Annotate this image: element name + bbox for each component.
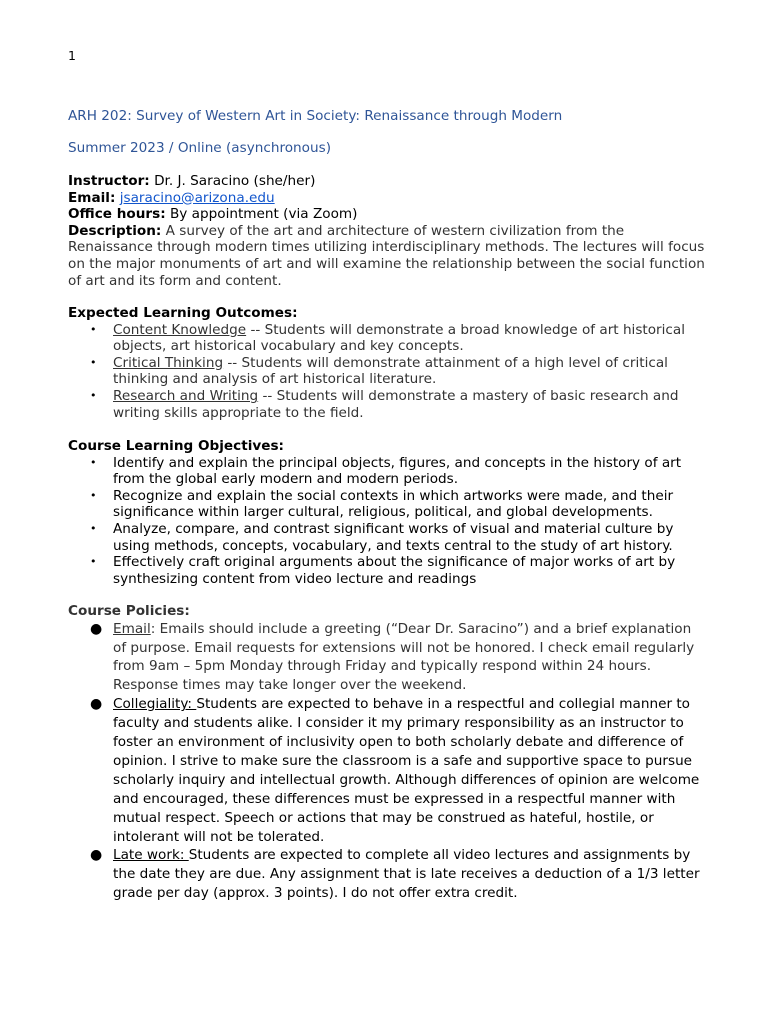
- bullet-icon: ●: [90, 847, 103, 864]
- policy-text: Students are expected to complete all video lectures and assignments by the date they are due. Any assignment that is late receives a deduction of a 1/3 letter grade per day (approx. 3 points). I do not offer extra credit.: [113, 847, 700, 902]
- objective-text: Effectively craft original arguments about the significance of major works of art by synthesizing content from video lecture and readings: [113, 554, 676, 587]
- list-item: [68, 488, 708, 521]
- office-hours-value: By appointment (via Zoom): [165, 206, 358, 223]
- list-item: [68, 455, 708, 488]
- email-label: Email:: [68, 189, 116, 206]
- outcome-text: -- Students will demonstrate a broad knowledge of art historical objects, art historical vocabulary and key concepts.: [113, 321, 686, 355]
- outcomes-section: [68, 305, 708, 421]
- outcome-term: Content Knowledge: [113, 321, 247, 338]
- description-label: Description:: [68, 222, 162, 239]
- outcome-text: -- Students will demonstrate a mastery of basic research and writing skills appropriate to the field.: [113, 387, 679, 421]
- instructor-line: [68, 173, 708, 190]
- list-item: [68, 322, 708, 355]
- course-term: Summer 2023 / Online (asynchronous): [68, 140, 331, 156]
- policy-term: Collegiality:: [113, 696, 197, 713]
- bullet-icon: •: [90, 388, 97, 402]
- bullet-icon: •: [90, 322, 97, 336]
- email-link[interactable]: jsaracino@arizona.edu: [119, 189, 275, 206]
- policy-term: Email: [113, 620, 151, 637]
- description-text: A survey of the art and architecture of western civilization from the Renaissance through modern times utilizing interdisciplinary methods. The lectures will focus on the major monuments of art and will examine the relationship between the social function of art and its form and content.: [68, 222, 705, 289]
- bullet-icon: •: [90, 555, 97, 569]
- objectives-heading: Course Learning Objectives:: [68, 438, 284, 454]
- list-item: [68, 521, 708, 554]
- course-title: ARH 202: Survey of Western Art in Society: Renaissance through Modern: [68, 108, 563, 124]
- list-item: [68, 554, 708, 587]
- page-number: 1: [68, 48, 76, 63]
- office-hours-line: [68, 206, 708, 223]
- bullet-icon: •: [90, 455, 97, 469]
- objective-text: Analyze, compare, and contrast significant works of visual and material culture by using methods, concepts, vocabulary, and texts central to the study of art history.: [113, 520, 674, 554]
- list-item: [68, 620, 708, 696]
- description-paragraph: [68, 223, 708, 289]
- bullet-icon: •: [90, 521, 97, 535]
- list-item: [68, 846, 708, 903]
- outcome-term: Critical Thinking: [113, 354, 224, 371]
- bullet-icon: ●: [90, 696, 103, 713]
- policy-term: Late work:: [113, 847, 189, 864]
- bullet-icon: •: [90, 488, 97, 502]
- objectives-list: [68, 455, 708, 588]
- outcome-text: -- Students will demonstrate attainment of a high level of critical thinking and analysis of art historical literature.: [113, 354, 668, 388]
- outcome-term: Research and Writing: [113, 387, 259, 404]
- list-item: [68, 388, 708, 421]
- outcomes-list: [68, 322, 708, 422]
- instructor-value: Dr. J. Saracino (she/her): [149, 173, 316, 189]
- instructor-label: Instructor:: [68, 173, 150, 189]
- list-item: [68, 695, 708, 846]
- objective-text: Identify and explain the principal objects, figures, and concepts in the history of art from the global early modern and modern periods.: [113, 454, 682, 488]
- policies-heading: Course Policies:: [68, 603, 190, 619]
- policy-text: Students are expected to behave in a respectful and collegial manner to faculty and students alike. I consider it my primary responsibility as an instructor to foster an environment of inclusivity open to both scholarly debate and difference of opinion. I strive to make sure the classroom is a safe and supportive space to pursue scholarly inquiry and intellectual growth. Although differences of opinion are welcome and encouraged, these differences must be expressed in a respectful manner with mutual respect. Speech or actions that may be construed as hateful, hostile, or intolerant will not be tolerated.: [113, 696, 700, 845]
- bullet-icon: •: [90, 355, 97, 369]
- policies-list: [68, 620, 708, 904]
- course-info: [68, 173, 708, 289]
- email-line: [68, 190, 708, 207]
- list-item: [68, 355, 708, 388]
- outcomes-heading: Expected Learning Outcomes:: [68, 305, 298, 321]
- objectives-section: [68, 438, 708, 587]
- policy-text: : Emails should include a greeting (“Dear Dr. Saracino”) and a brief explanation of purpose. Email requests for extensions will not be honored. I check email regularly from 9am – 5pm Monday through Friday and typically respond within 24 hours. Response times may take longer over the weekend.: [113, 620, 695, 694]
- objective-text: Recognize and explain the social contexts in which artworks were made, and their significance within larger cultural, religious, political, and global developments.: [113, 487, 674, 521]
- policies-section: [68, 603, 708, 903]
- office-hours-label: Office hours:: [68, 206, 166, 223]
- bullet-icon: ●: [90, 620, 103, 637]
